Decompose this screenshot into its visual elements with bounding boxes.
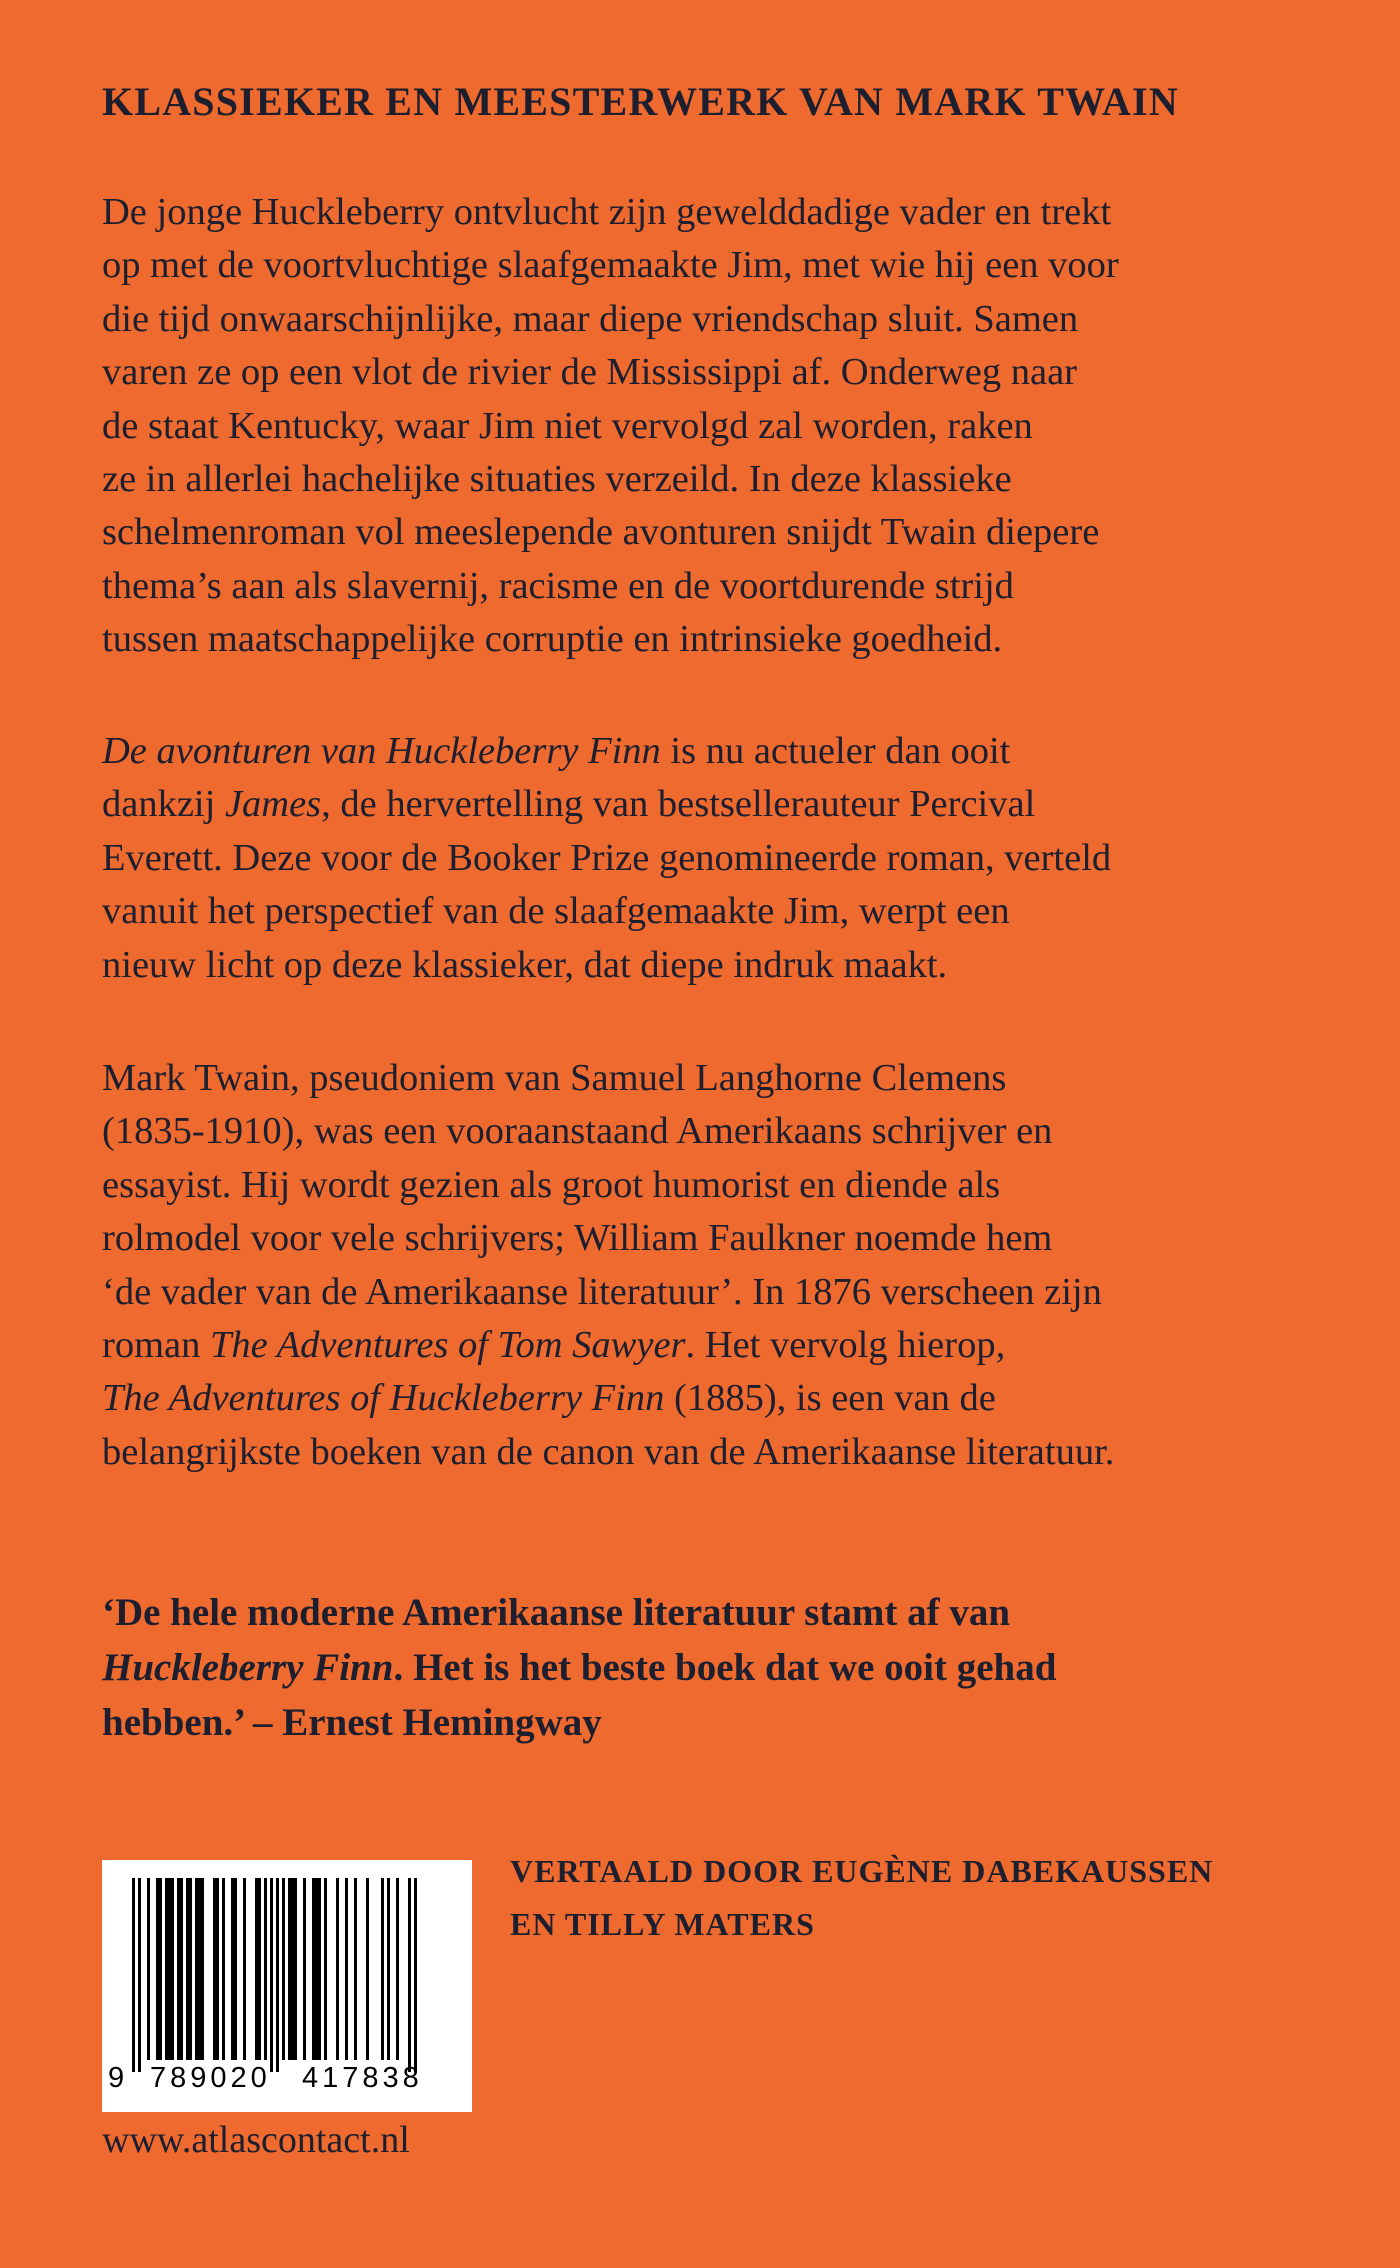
- barcode-bar: [381, 1878, 384, 2060]
- quote-line: [102, 1640, 1322, 1695]
- barcode-bar: [366, 1878, 369, 2060]
- barcode-bar: [156, 1878, 162, 2060]
- barcode-bar: [282, 1878, 285, 2060]
- text-line: varen ze op een vlot de rivier de Mississippi af. Onderweg naar: [102, 351, 1078, 394]
- author-bio-paragraph: [102, 1052, 1322, 1479]
- barcode-bar: [345, 1878, 348, 2060]
- text-line: [102, 725, 1322, 778]
- barcode-bar: [213, 1878, 219, 2060]
- text-line: essayist. Hij wordt gezien als groot humorist en diende als: [102, 1163, 1001, 1206]
- text-line: schelmenroman vol meeslepende avonturen snijdt Twain diepere: [102, 511, 1100, 554]
- book-title-italic: The Adventures of Huckleberry Finn: [102, 1377, 665, 1420]
- text-line: die tijd onwaarschijnlijke, maar diepe vriendschap sluit. Samen: [102, 297, 1079, 340]
- text-line: de staat Kentucky, waar Jim niet vervolgd zal worden, raken: [102, 404, 1033, 447]
- cover-heading: KLASSIEKER EN MEESTERWERK VAN MARK TWAIN: [102, 79, 1179, 124]
- quote-line: ‘De hele moderne Amerikaanse literatuur stamt af van: [102, 1591, 1011, 1634]
- text-line: vanuit het perspectief van de slaafgemaakte Jim, werpt een: [102, 890, 1010, 933]
- text-line: De jonge Huckleberry ontvlucht zijn gewelddadige vader en trekt: [102, 191, 1112, 233]
- text-run: roman: [102, 1324, 210, 1367]
- relevance-paragraph: [102, 725, 1322, 992]
- book-title-italic: Huckleberry Finn: [102, 1646, 394, 1689]
- barcode-bar: [354, 1878, 357, 2060]
- barcode-bar: [324, 1878, 327, 2060]
- barcode-bar: [336, 1878, 339, 2060]
- barcode-bar: [387, 1878, 390, 2060]
- book-title-italic: James: [224, 783, 322, 826]
- text-line: [102, 1372, 1322, 1425]
- barcode-bar: [396, 1878, 399, 2060]
- book-title-italic: The Adventures of Tom Sawyer: [209, 1324, 686, 1367]
- synopsis-paragraph: [102, 186, 1322, 667]
- text-line: Mark Twain, pseudoniem van Samuel Langhorne Clemens: [102, 1057, 1007, 1099]
- barcode-bar: [303, 1878, 306, 2060]
- barcode-bar: [195, 1878, 204, 2060]
- text-line: [102, 1319, 1322, 1372]
- barcode-left-group: 789020: [150, 2062, 271, 2094]
- barcode-right-group: 417838: [302, 2062, 423, 2094]
- barcode-bar: [312, 1878, 321, 2060]
- barcode-bar: [165, 1878, 174, 2060]
- text-run: dankzij: [102, 783, 225, 826]
- text-line: op met de voortvluchtige slaafgemaakte Jim, met wie hij een voor: [102, 244, 1119, 287]
- text-run: is nu actueler dan ooit: [660, 730, 1011, 772]
- credit-line: EN TILLY MATERS: [510, 1906, 815, 1942]
- barcode-bar: [147, 1878, 150, 2060]
- barcode-bar: [222, 1878, 225, 2060]
- barcode-first-digit: 9: [108, 2062, 125, 2094]
- isbn-barcode: [102, 1860, 472, 2112]
- text-line: rolmodel voor vele schrijvers; William Faulkner noemde hem: [102, 1217, 1053, 1260]
- text-run: (1885), is een van de: [664, 1377, 996, 1420]
- text-line: [102, 778, 1322, 831]
- quote-line: hebben.’ – Ernest Hemingway: [102, 1701, 602, 1744]
- barcode-number: [102, 2062, 472, 2106]
- text-line: belangrijkste boeken van de canon van de Amerikaanse literatuur.: [102, 1430, 1115, 1473]
- text-line: Everett. Deze voor de Booker Prize genomineerde roman, verteld: [102, 836, 1112, 879]
- book-title-italic: De avonturen van Huckleberry Finn: [102, 730, 661, 772]
- text-line: ‘de vader van de Amerikaanse literatuur’. In 1876 verscheen zijn: [102, 1270, 1102, 1313]
- barcode-bar: [255, 1878, 261, 2060]
- barcode-bar: [243, 1878, 246, 2060]
- barcode-bar: [408, 1878, 411, 2072]
- text-line: thema’s aan als slavernij, racisme en de voortdurende strijd: [102, 564, 1014, 607]
- barcode-bar: [231, 1878, 237, 2060]
- credit-line: VERTAALD DOOR EUGÈNE DABEKAUSSEN: [510, 1853, 1214, 1889]
- barcode-bar: [414, 1878, 417, 2072]
- barcode-bar: [177, 1878, 183, 2060]
- barcode-bar: [270, 1878, 273, 2072]
- text-run: . Het vervolg hierop,: [685, 1324, 1006, 1367]
- translator-credit: [510, 1845, 1310, 1951]
- barcode-bar: [288, 1878, 297, 2060]
- text-line: (1835-1910), was een vooraanstaand Amerikaans schrijver en: [102, 1110, 1053, 1153]
- text-line: ze in allerlei hachelijke situaties verzeild. In deze klassieke: [102, 458, 1012, 501]
- barcode-bar: [138, 1878, 141, 2072]
- text-line: tussen maatschappelijke corruptie en intrinsieke goedheid.: [102, 618, 1003, 661]
- barcode-bar: [276, 1878, 279, 2072]
- publisher-website: www.atlascontact.nl: [102, 2119, 410, 2161]
- text-line: nieuw licht op deze klassieker, dat diepe indruk maakt.: [102, 943, 948, 986]
- barcode-bar: [132, 1878, 135, 2072]
- barcode-bar: [186, 1878, 192, 2060]
- text-run: . Het is het beste boek dat we ooit gehad: [393, 1646, 1057, 1689]
- hemingway-quote: [102, 1585, 1322, 1750]
- text-run: , de hervertelling van bestsellerauteur Percival: [321, 783, 1036, 826]
- barcode-bar: [264, 1878, 267, 2060]
